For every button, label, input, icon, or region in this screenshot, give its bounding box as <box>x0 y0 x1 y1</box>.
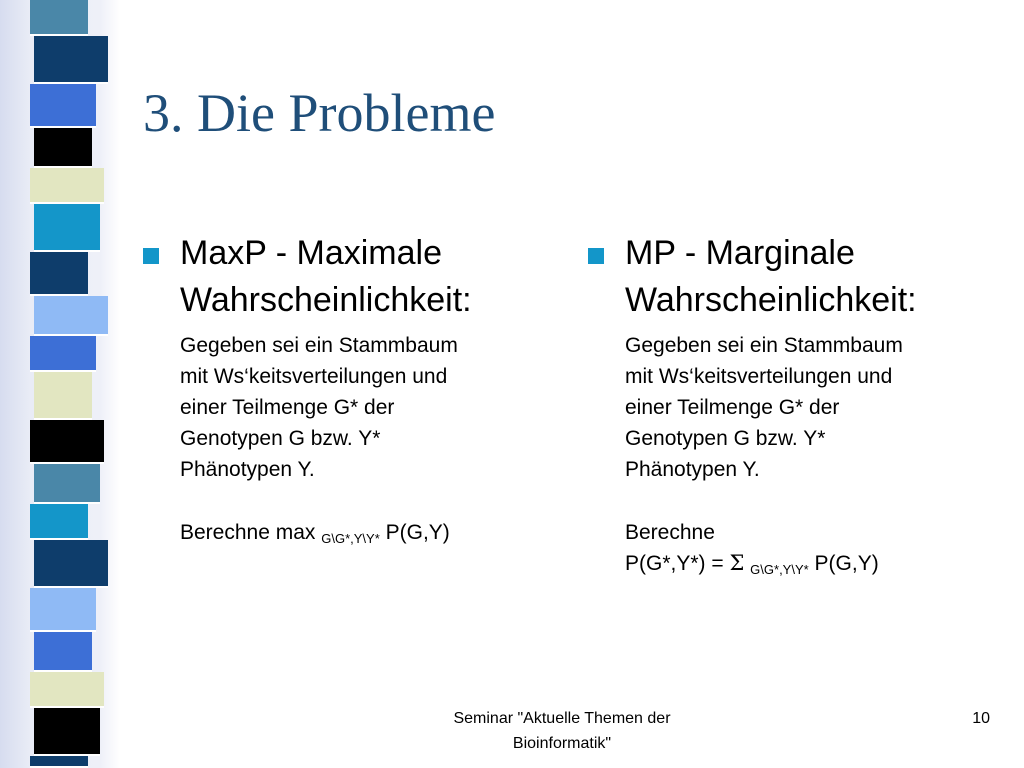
stripe-block <box>30 588 96 632</box>
right-description: Gegeben sei ein Stammbaum mit Ws‘keitsverteilungen und einer Teilmenge G* der Genotypen G bzw. Y* Phänotypen Y. <box>625 334 903 481</box>
left-description: Gegeben sei ein Stammbaum mit Ws‘keitsverteilungen und einer Teilmenge G* der Genotypen G bzw. Y* Phänotypen Y. <box>180 334 458 481</box>
stripe-block <box>30 672 104 708</box>
stripe-block <box>30 168 104 204</box>
stripe-block <box>30 0 88 36</box>
stripe-block <box>30 336 96 372</box>
stripe-block <box>30 420 104 464</box>
slide-title: 3. Die Probleme <box>143 83 496 143</box>
stripe-block <box>30 756 88 768</box>
stripe-block <box>34 296 108 336</box>
page-number: 10 <box>972 710 990 727</box>
footer-caption: Seminar "Aktuelle Themen der Bioinformatik" <box>453 710 671 752</box>
decorative-stripe-pattern <box>0 0 120 768</box>
left-formula: Berechne max G\G*,Y\Y* P(G,Y) <box>180 521 450 546</box>
right-column <box>588 230 988 581</box>
square-bullet-icon <box>143 248 159 264</box>
stripe-block <box>34 372 92 420</box>
right-formula: Berechne P(G*,Y*) = Σ G\G*,Y\Y* P(G,Y) <box>625 521 879 577</box>
square-bullet-icon <box>588 248 604 264</box>
stripe-block <box>34 36 108 84</box>
stripe-block <box>34 540 108 588</box>
stripe-block <box>34 204 100 252</box>
sigma-symbol: Σ <box>729 551 745 575</box>
stripe-block <box>30 252 88 296</box>
stripe-block <box>34 708 100 756</box>
left-heading: MaxP - Maximale Wahrscheinlichkeit: <box>180 234 472 319</box>
stripe-block <box>34 632 92 672</box>
stripe-block <box>34 128 92 168</box>
stripe-block <box>30 84 96 128</box>
left-column <box>143 230 543 550</box>
stripe-block <box>30 504 88 540</box>
left-body <box>180 330 543 550</box>
right-heading: MP - Marginale Wahrscheinlichkeit: <box>625 234 917 319</box>
stripe-block <box>34 464 100 504</box>
right-body <box>625 330 988 581</box>
